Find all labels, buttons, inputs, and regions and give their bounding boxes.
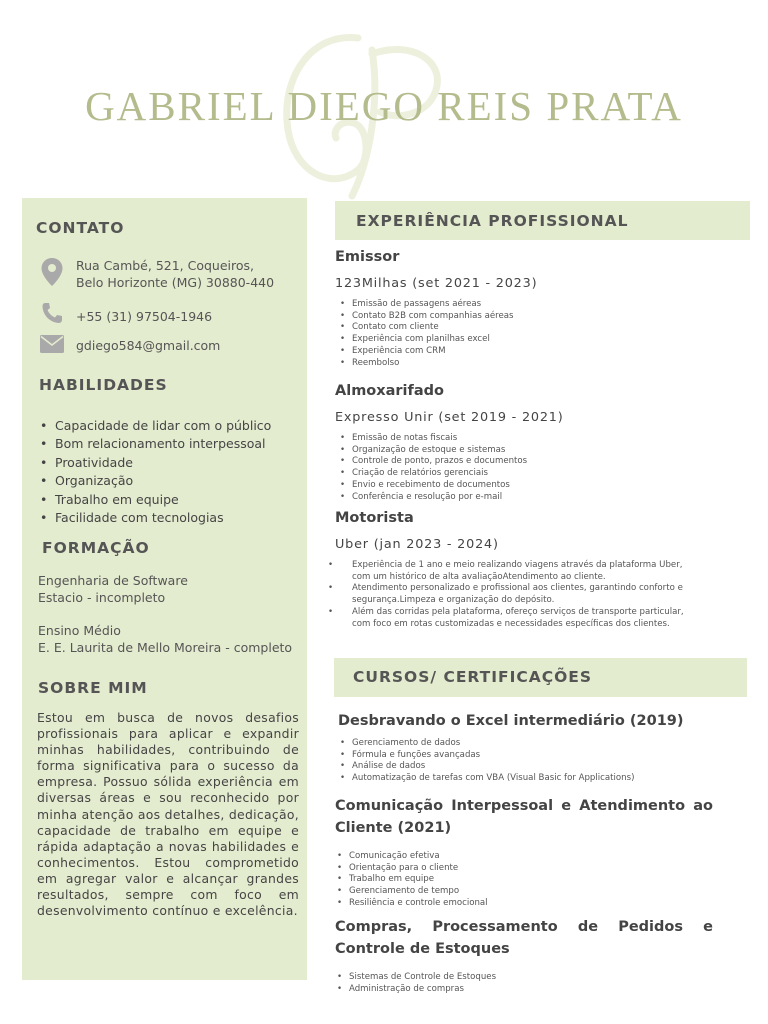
mail-icon	[40, 335, 64, 353]
phone-row	[40, 302, 212, 325]
job-bullets	[340, 299, 514, 369]
left-panel	[22, 198, 307, 980]
experience-heading: EXPERIÊNCIA PROFISSIONAL	[356, 212, 629, 230]
skills-heading: HABILIDADES	[39, 376, 168, 394]
list-item: • Fórmula e funções avançadas	[340, 750, 634, 762]
about-heading: SOBRE MIM	[38, 679, 148, 697]
experience-header-bar	[335, 201, 750, 240]
email-row	[40, 335, 220, 354]
list-item: • Experiência com CRM	[340, 346, 514, 358]
list-item: • Controle de ponto, prazos e documentos	[340, 456, 527, 468]
education-course-1: Engenharia de Software	[38, 573, 188, 588]
course-title: Comunicação Interpessoal e Atendimento ao Cliente (2021)	[335, 798, 713, 836]
education-course-2: Ensino Médio	[38, 623, 121, 638]
job-title: Motorista	[335, 510, 414, 526]
list-item: • Sistemas de Controle de Estoques	[337, 972, 496, 984]
skill-item: • Organização	[40, 472, 271, 490]
address-row	[40, 257, 274, 291]
skill-item: • Bom relacionamento interpessoal	[40, 435, 271, 453]
skill-item: • Capacidade de lidar com o público	[40, 417, 271, 435]
list-item: • Atendimento personalizado e profissional aos clientes, garantindo conforto e segurança.Limpeza e organização do depósito.	[340, 583, 685, 606]
list-item: • Automatização de tarefas com VBA (Visual Basic for Applications)	[340, 773, 634, 785]
course-bullets	[340, 738, 634, 785]
job-bullets	[340, 433, 527, 503]
phone-icon	[40, 302, 64, 324]
list-item: • Experiência com planilhas excel	[340, 334, 514, 346]
skill-item: • Facilidade com tecnologias	[40, 509, 271, 527]
list-item: • Emissão de passagens aéreas	[340, 299, 514, 311]
list-item: • Conferência e resolução por e-mail	[340, 492, 527, 504]
list-item: • Administração de compras	[337, 984, 496, 996]
list-item: • Experiência de 1 ano e meio realizando viagens através da plataforma Uber, com um histórico de alta avaliaçãoAtendimento ao cliente.	[340, 560, 685, 583]
list-item: • Contato com cliente	[340, 322, 514, 334]
list-item: • Além das corridas pela plataforma, ofereço serviços de transporte particular, com foco em rotas customizadas e necessidades específicas dos clientes.	[340, 607, 685, 630]
course-title: Compras, Processamento de Pedidos e Controle de Estoques	[335, 919, 713, 957]
job-bullets	[340, 560, 685, 630]
course-title: Desbravando o Excel intermediário (2019)	[338, 713, 684, 729]
candidate-name: GABRIEL DIEGO REIS PRATA	[85, 83, 683, 129]
email-address: gdiego584@gmail.com	[76, 338, 221, 353]
list-item: • Orientação para o cliente	[337, 863, 488, 875]
course-bullets	[337, 851, 488, 910]
skill-item: • Proatividade	[40, 454, 271, 472]
location-pin-icon	[40, 257, 64, 287]
job-company: Uber (jan 2023 - 2024)	[335, 537, 499, 552]
job-company: 123Milhas (set 2021 - 2023)	[335, 276, 538, 291]
list-item: • Trabalho em equipe	[337, 874, 488, 886]
skills-list	[40, 417, 271, 527]
address	[64, 257, 274, 291]
education-school-2: E. E. Laurita de Mello Moreira - completo	[38, 640, 293, 655]
courses-heading: CURSOS/ CERTIFICAÇÕES	[353, 668, 593, 686]
list-item: • Emissão de notas fiscais	[340, 433, 527, 445]
list-item: • Gerenciamento de tempo	[337, 886, 488, 898]
address-line-2: Belo Horizonte (MG) 30880-440	[76, 275, 275, 290]
about-text: Estou em busca de novos desafios profissionais para aplicar e expandir minhas habilidades, contribuindo de forma significativa para o sucesso da empresa. Possuo sólida experiência em diversas áreas e sou reconhecido por minha atenção aos detalhes, dedicação, capacidade de trabalho em equipe e rápida adaptação a novas habilidades e conhecimentos. Estou comprometido em agregar valor e alcançar grandes resultados, sempre com foco em desenvolvimento contínuo e excelência.	[37, 710, 299, 919]
contact-heading: CONTATO	[36, 219, 125, 237]
job-title: Almoxarifado	[335, 383, 444, 399]
skill-item: • Trabalho em equipe	[40, 491, 271, 509]
address-line-1: Rua Cambé, 521, Coqueiros,	[76, 258, 255, 273]
list-item: • Criação de relatórios gerenciais	[340, 468, 527, 480]
course-bullets	[337, 972, 496, 995]
list-item: • Resiliência e controle emocional	[337, 898, 488, 910]
list-item: • Contato B2B com companhias aéreas	[340, 311, 514, 323]
list-item: • Gerenciamento de dados	[340, 738, 634, 750]
job-title: Emissor	[335, 249, 400, 265]
list-item: • Envio e recebimento de documentos	[340, 480, 527, 492]
courses-header-bar	[334, 658, 747, 697]
education-school-1: Estacio - incompleto	[38, 590, 166, 605]
list-item: • Análise de dados	[340, 761, 634, 773]
list-item: • Comunicação efetiva	[337, 851, 488, 863]
phone-number: +55 (31) 97504-1946	[76, 309, 213, 324]
job-company: Expresso Unir (set 2019 - 2021)	[335, 410, 564, 425]
list-item: • Reembolso	[340, 358, 514, 370]
list-item: • Organização de estoque e sistemas	[340, 445, 527, 457]
education-heading: FORMAÇÃO	[42, 539, 150, 557]
